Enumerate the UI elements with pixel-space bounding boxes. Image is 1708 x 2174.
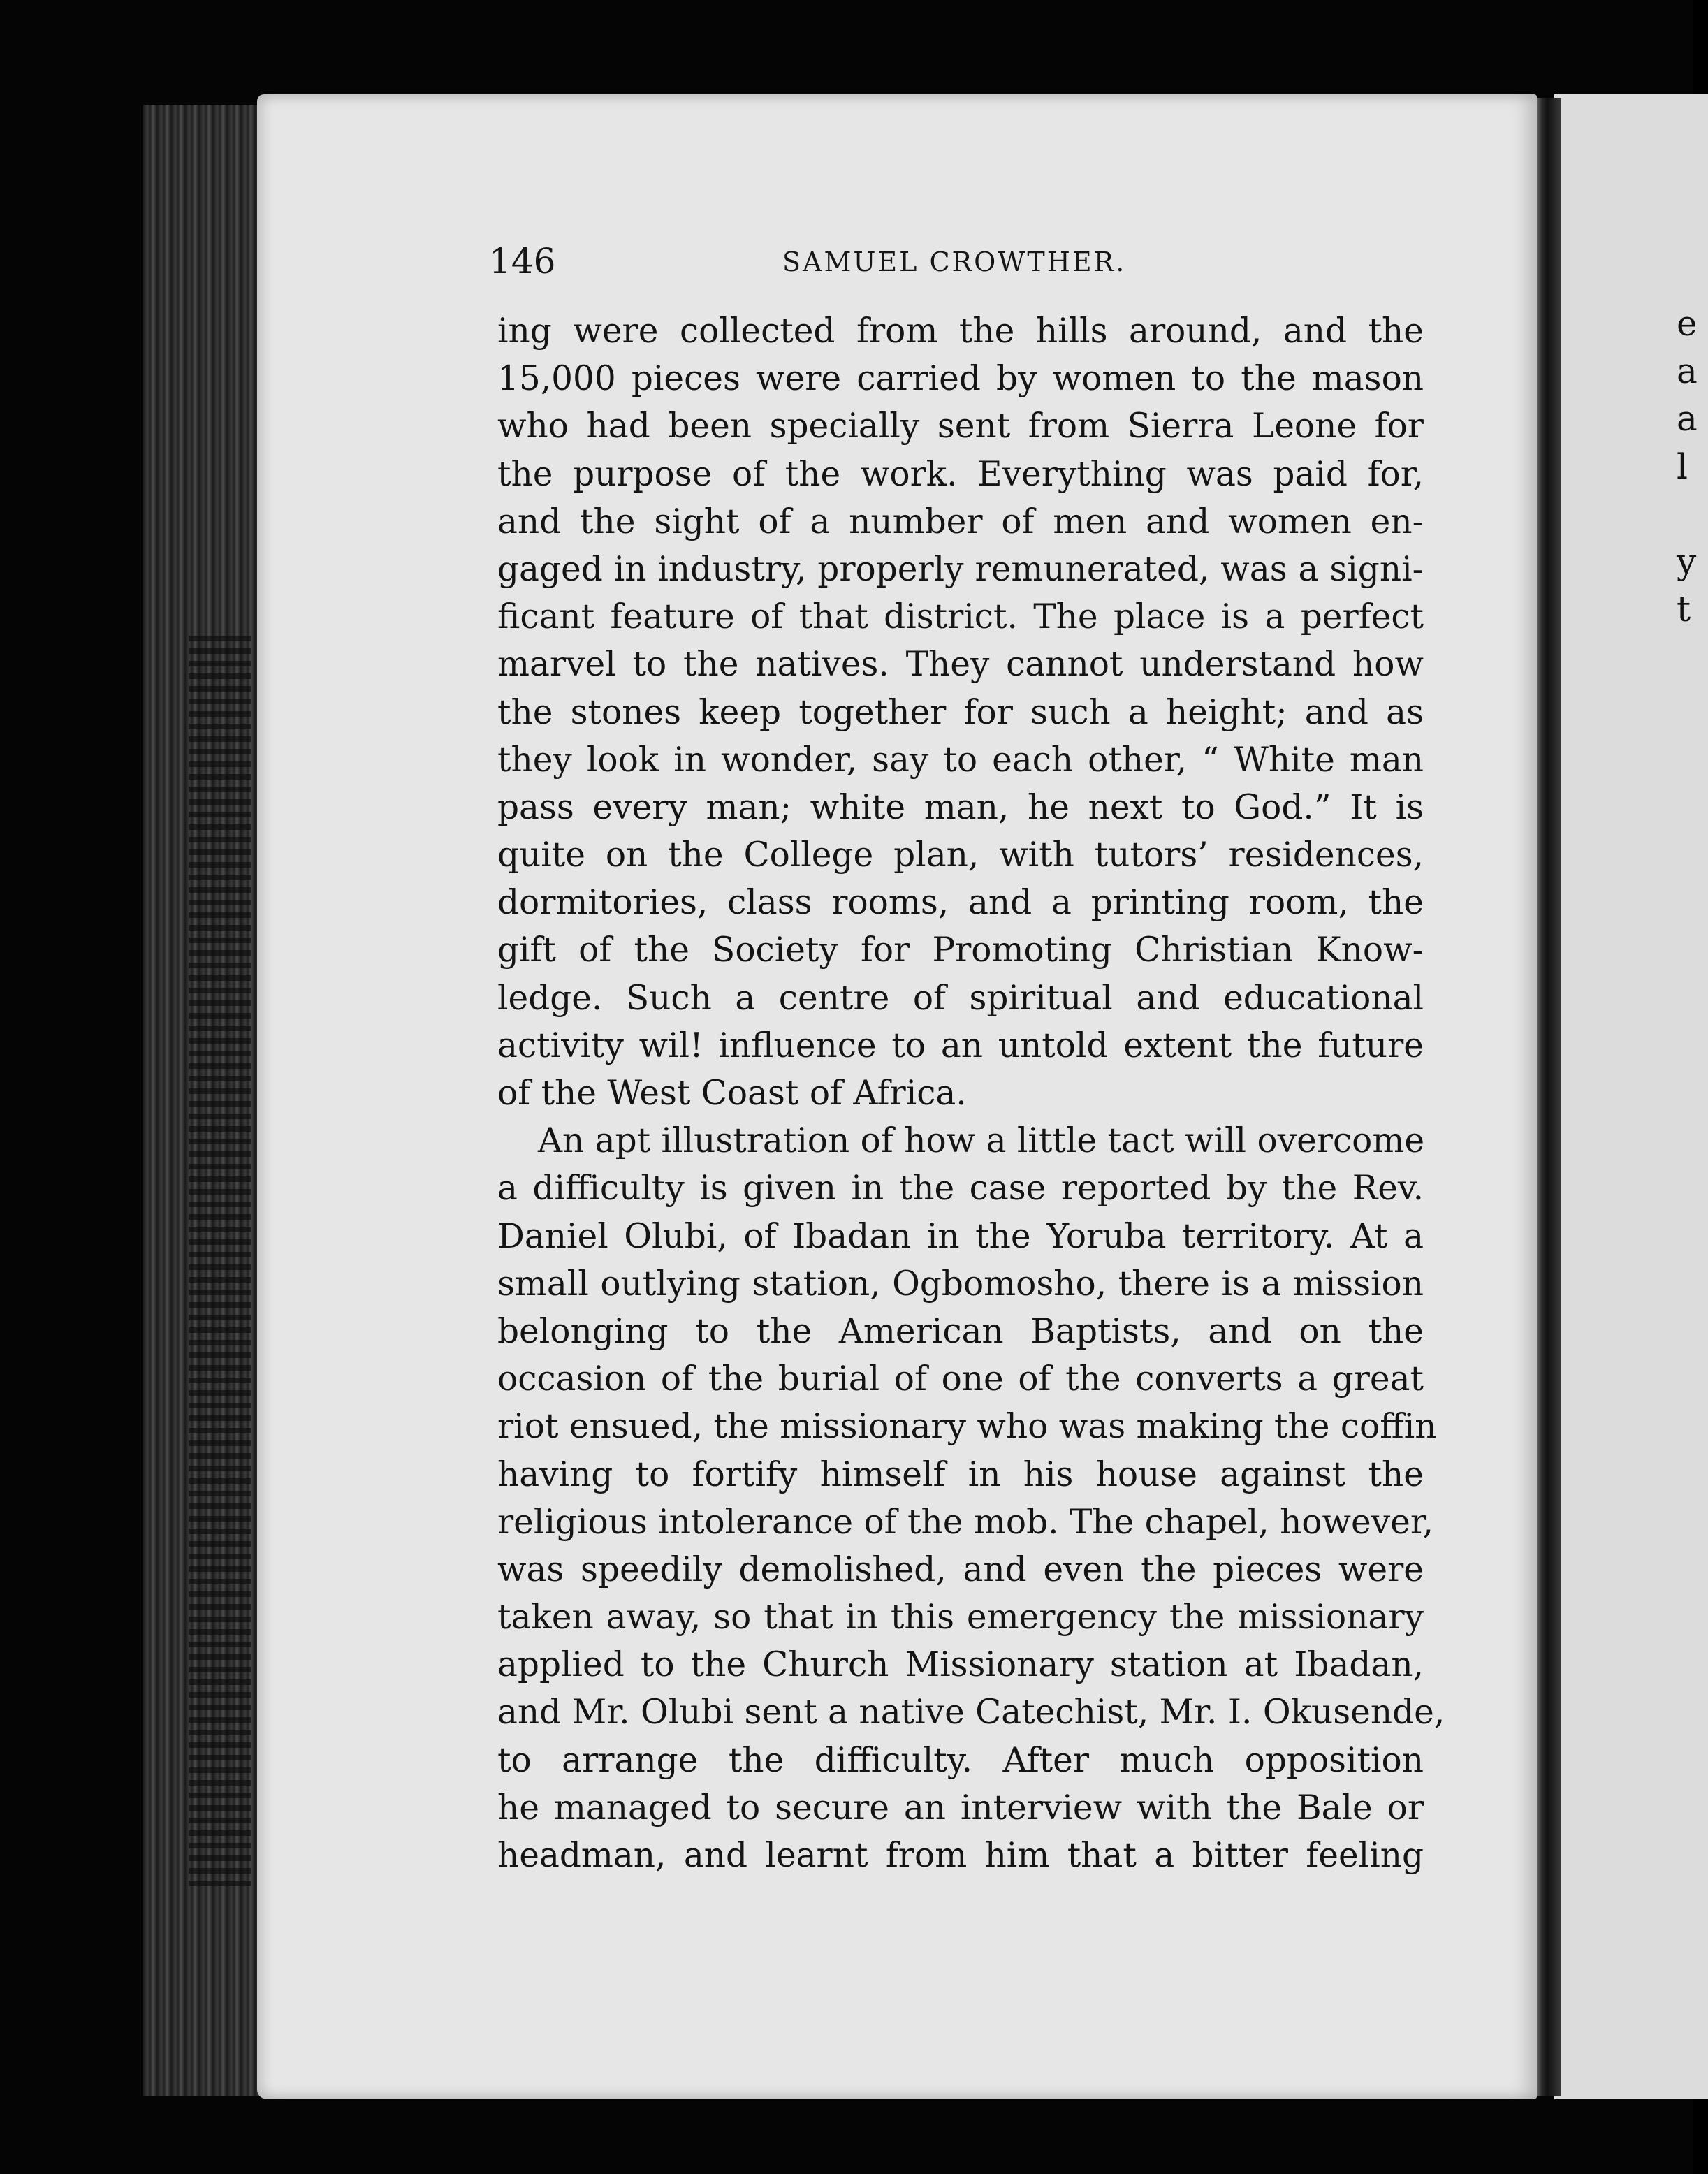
page-header [489,241,1425,283]
facing-page-letter [1677,491,1698,539]
facing-page-letter: l [1677,446,1688,487]
facing-page-text [1677,300,1698,634]
facing-page-letter: t [1677,589,1691,630]
body-text [497,307,1445,1879]
text-line: belonging to the American Baptists, and on the [497,1311,1424,1351]
text-line: to arrange the difficulty. After much opposition [497,1740,1424,1780]
facing-page-letter: y [1677,541,1697,582]
text-line: the stones keep together for such a height; and as [497,692,1424,732]
text-line: they look in wonder, say to each other, “ White man [497,740,1424,780]
text-line: he managed to secure an interview with the Bale or [497,1788,1424,1828]
text-line: activity wil! influence to an untold extent the future [497,1026,1424,1065]
paragraph-1 [497,307,1424,1117]
text-line: pass every man; white man, he next to God.” It is [497,787,1424,827]
text-line: An apt illustration of how a little tact will overcome [538,1121,1425,1161]
text-line: taken away, so that in this emergency the missionary [497,1598,1424,1637]
text-line: 15,000 pieces were carried by women to the mason [497,359,1424,399]
text-line: of the West Coast of Africa. [497,1074,967,1113]
paragraph-2 [497,1117,1445,1879]
running-head: SAMUEL CROWTHER. [782,247,1127,277]
text-line: the purpose of the work. Everything was paid for, [497,454,1424,494]
text-line: occasion of the burial of one of the converts a great [497,1359,1424,1399]
facing-page-letter: a [1677,398,1698,439]
text-line: ing were collected from the hills around, and the [497,312,1424,351]
text-line: headman, and learnt from him that a bitter feeling [497,1836,1424,1875]
text-line: gaged in industry, properly remunerated, was a signi- [497,549,1424,589]
text-line: ficant feature of that district. The place is a perfect [497,597,1424,637]
text-line: dormitories, class rooms, and a printing room, the [497,883,1424,923]
text-line: was speedily demolished, and even the pieces were [497,1549,1424,1589]
text-line: marvel to the natives. They cannot understand how [497,645,1424,685]
text-line: Daniel Olubi, of Ibadan in the Yoruba territory. At a [497,1216,1424,1256]
page-number: 146 [489,241,556,282]
text-line: small outlying station, Ogbomosho, there is a mission [497,1264,1424,1304]
text-line: religious intolerance of the mob. The chapel, however, [497,1502,1434,1542]
text-line: having to fortify himself in his house against the [497,1454,1424,1494]
text-line: gift of the Society for Promoting Christian Know- [497,931,1424,970]
facing-page-letter: e [1677,303,1698,344]
text-line: who had been specially sent from Sierra Leone for [497,407,1424,446]
text-line: quite on the College plan, with tutors’ residences, [497,836,1424,875]
text-line: ledge. Such a centre of spiritual and educational [497,978,1424,1018]
text-line: riot ensued, the missionary who was making the coffin [497,1407,1437,1447]
facing-page-letter: a [1677,351,1698,392]
text-line: and Mr. Olubi sent a native Catechist, Mr. I. Okusende, [497,1693,1445,1732]
text-line: a difficulty is given in the case reported by the Rev. [497,1169,1424,1209]
text-line: applied to the Church Missionary station at Ibadan, [497,1645,1424,1685]
page-edge-marks [189,629,251,1886]
text-line: and the sight of a number of men and women en- [497,502,1424,541]
